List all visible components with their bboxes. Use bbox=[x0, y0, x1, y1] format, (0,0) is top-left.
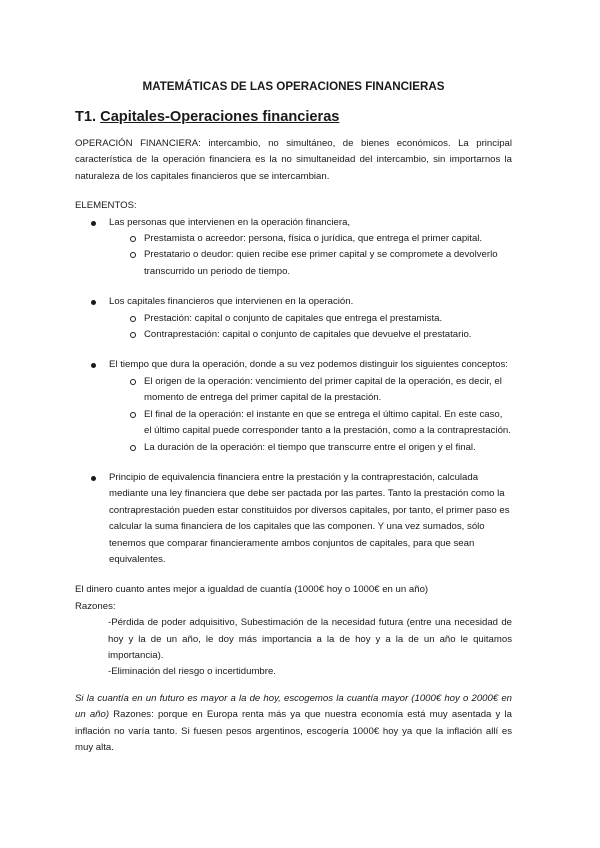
sublist-item: Prestación: capital o conjunto de capitales que entrega el prestamista. bbox=[109, 311, 512, 327]
sublist-item: El final de la operación: el instante en que se entrega el último capital. En este caso, el último capital puede corresponder tanto a la prestación, como a la contraprestación. bbox=[109, 407, 512, 440]
reason-item: -Eliminación del riesgo o incertidumbre. bbox=[108, 666, 276, 678]
sublist bbox=[109, 374, 512, 456]
closing-text: Razones: porque en Europa renta más ya que nuestra economía está muy asentada y la inflación no varía tanto. Si fuesen pesos argentinos, escogería 1000€ hoy ya que la inflación allí es muy alta. bbox=[75, 709, 512, 753]
elements-list bbox=[75, 215, 512, 569]
list-item bbox=[75, 215, 512, 281]
sublist-item: Contraprestación: capital o conjunto de capitales que devuelve el prestatario. bbox=[109, 327, 512, 343]
list-item-text: El tiempo que dura la operación, donde a su vez podemos distinguir los siguientes conceptos: bbox=[109, 359, 508, 371]
list-item-text: Las personas que intervienen en la operación financiera, bbox=[109, 216, 351, 228]
sublist bbox=[109, 231, 512, 280]
list-item bbox=[75, 294, 512, 343]
sublist bbox=[109, 311, 512, 344]
sublist-item: La duración de la operación: el tiempo que transcurre entre el origen y el final. bbox=[109, 440, 512, 456]
section-title: Capitales-Operaciones financieras bbox=[100, 109, 340, 125]
list-item-text: Principio de equivalencia financiera entre la prestación y la contraprestación, calculada mediante una ley financiera que debe ser pactada por las partes. Tanto la prestación como la contraprestación pueden estar constituidos por diversos capitales, por tanto, el primer paso es calcular la suma financiera de los capitales que las componen. Y una vez sumados, sólo tenemos que comparar financieramente ambos conjuntos de capitales, para que sean equivalentes. bbox=[109, 471, 510, 565]
intro-paragraph: OPERACIÓN FINANCIERA: intercambio, no simultáneo, de bienes económicos. La principal característica de la operación financiera es la no simultaneidad del intercambio, sin importarnos la naturaleza de los capitales financieros que se intercambian. bbox=[75, 138, 512, 182]
reason-item: -Pérdida de poder adquisitivo, Subestimación de la necesidad futura (entre una necesidad de hoy y la de un año, le doy más importancia a la de hoy y a la de un año le quitamos importancia). bbox=[108, 617, 512, 661]
elements-label: ELEMENTOS: bbox=[75, 200, 137, 212]
document-title: MATEMÁTICAS DE LAS OPERACIONES FINANCIERAS bbox=[142, 80, 445, 93]
sublist-item: El origen de la operación: vencimiento del primer capital de la operación, es decir, el momento de entrega del primer capital de la prestación. bbox=[109, 374, 512, 407]
money-statement: El dinero cuanto antes mejor a igualdad de cuantía (1000€ hoy o 1000€ en un año) bbox=[75, 584, 429, 596]
section-number: T1. bbox=[75, 109, 97, 125]
closing-italic: Si la cuantía en un futuro es mayor a la de hoy, escogemos la cuantía mayor (1000€ hoy o 2000€ en un año) bbox=[75, 692, 512, 721]
list-item-text: Los capitales financieros que intervienen en la operación. bbox=[109, 296, 354, 308]
reasons-label: Razones: bbox=[75, 600, 116, 612]
sublist-item: Prestatario o deudor: quien recibe ese primer capital y se compromete a devolverlo transcurrido un periodo de tiempo. bbox=[109, 247, 512, 280]
sublist-item: Prestamista o acreedor: persona, física o jurídica, que entrega el primer capital. bbox=[109, 231, 512, 247]
list-item bbox=[75, 470, 512, 568]
section-heading bbox=[75, 108, 512, 126]
list-item bbox=[75, 357, 512, 455]
closing-paragraph bbox=[75, 691, 512, 757]
